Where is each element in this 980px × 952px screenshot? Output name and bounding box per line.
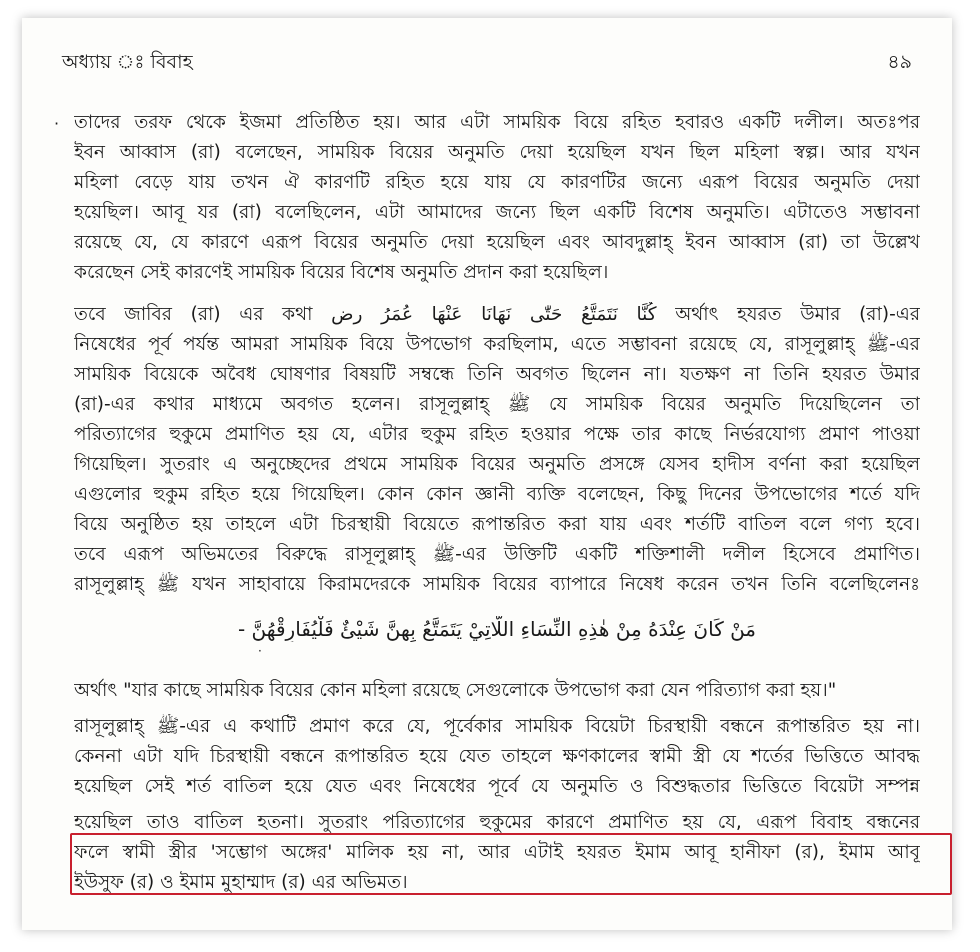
- page-number: ৪৯: [887, 51, 912, 73]
- text-line: অর্থাৎ "যার কাছে সাময়িক বিয়ের কোন মহিলা রয়েছে সেগুলোকে উপভোগ করা যেন পরিত্যাগ করা হয়।": [74, 680, 837, 701]
- text-line: হয়েছিল। আবূ যর (রা) বলেছিলেন, এটা আমাদের জন্যে ছিল একটি বিশেষ অনুমতি। এটাতেও সম্ভাবনা: [74, 202, 920, 223]
- text-line: পরিত্যাগের হুকুমে প্রমাণিত হয় যে, এটার হুকুম রহিত হওয়ার পক্ষে তার কাছে নির্ভরযোগ্য প্রমাণ পাওয়া: [74, 424, 920, 445]
- text-line: রাসূলুল্লাহ্ ﷺ-এর এ কথাটি প্রমাণ করে যে, পূর্বেকার সাময়িক বিয়েটা চিরস্থায়ী বন্ধনে রূপান্তরিত হয় না।: [74, 716, 920, 737]
- jabir-after: অর্থাৎ হযরত উমার (রা)-এর: [675, 304, 920, 325]
- text-line: করেছেন সেই কারণেই সাময়িক বিয়ের বিশেষ অনুমতি প্রদান করা হয়েছিল।: [74, 262, 609, 283]
- margin-mark: ·: [54, 114, 60, 133]
- chapter-title: অধ্যায় ঃ বিবাহ: [62, 51, 193, 73]
- text-line: বিয়ে অনুষ্ঠিত হয় তাহলে এটা চিরস্থায়ী বিয়েতে রূপান্তরিত করা যায় এবং শর্তটি বাতিল বলে গণ্য হবে।: [74, 514, 920, 535]
- text-line: ফলে স্বামী স্ত্রীর 'সম্ভোগ অঙ্গের' মালিক হয় না, আর এটাই হযরত ইমাম আবূ হানীফা (র), ইমাম আবূ: [74, 842, 920, 863]
- text-line: হয়েছিল তাও বাতিল হতনা। সুতরাং পরিত্যাগের হুকুমের কারণে প্রমাণিত হয় যে, এরূপ বিবাহ বন্ধনের: [74, 812, 920, 833]
- arabic-hadith-quote: مَنْ كَانَ عِنْدَهُ مِنْ هٰذِهِ النِّسَاءِ اللَّاتِيْ يَتَمَتَّعُ بِهِنَّ شَيْئٌ فَلْيُفَارِقْهُنَّ -: [237, 617, 757, 641]
- text-line: কেননা এটা যদি চিরস্থায়ী বন্ধনে রূপান্তরিত হয়ে যেত তাহলে ক্ষণকালের স্বামী স্ত্রী যে শর্তের ভিত্তিতে আবদ্ধ: [74, 746, 920, 767]
- text-line: (রা)-এর কথার মাধ্যমে অবগত হলেন। রাসূলুল্লাহ্ ﷺ যে সাময়িক বিয়ের অনুমতি দিয়েছিলেন তা: [74, 394, 920, 415]
- text-line: তাদের তরফ থেকে ইজমা প্রতিষ্ঠিত হয়। আর এটা সাময়িক বিয়ে রহিত হবারও একটি দলীল। অতঃপর: [74, 112, 920, 133]
- text-line: ইবন আব্বাস (রা) বলেছেন, সাময়িক বিয়ের অনুমতি দেয়া হয়েছিল যখন ছিল মহিলা স্বল্প। আর যখন: [74, 142, 920, 163]
- text-line: গিয়েছিল। সুতরাং এ অনুচ্ছেদের প্রথমে সাময়িক বিয়ের অনুমতি প্রসঙ্গে যেসব হাদীস বর্ণনা করা হয়েছিল: [74, 454, 920, 475]
- scanned-page: [22, 18, 952, 930]
- text-line: এগুলোর হুকুম রহিত হয়ে গিয়েছিল। কোন কোন জ্ঞানী ব্যক্তি বলেছেন, কিছু দিনের উপভোগের শর্তে যদি: [74, 484, 920, 505]
- text-line: তবে এরূপ অভিমতের বিরুদ্ধে রাসূলুল্লাহ্ ﷺ-এর উক্তিটি একটি শক্তিশালী দলীল হিসেবে প্রমাণিত।: [74, 544, 920, 565]
- text-line: নিষেধের পূর্ব পর্যন্ত আমরা সাময়িক বিয়ে উপভোগ করছিলাম, এতে সম্ভাবনা রয়েছে যে, রাসূলুল্লাহ্ ﷺ-এর: [74, 334, 920, 355]
- jabir-arabic-quote: كُنَّا نَتَمَتَّعُ حَتّٰى نَهَانَا عَنْهَا عُمَرُ رض: [331, 304, 657, 325]
- text-line: রয়েছে যে, যে কারণে এরূপ বিয়ের অনুমতি দেয়া হয়েছিল এবং আবদুল্লাহ্ ইবন আব্বাস (রা) তা উল্লেখ: [74, 232, 920, 253]
- page-header: [62, 48, 912, 78]
- text-line: রাসূলুল্লাহ্ ﷺ যখন সাহাবায়ে কিরামদেরকে সাময়িক বিয়ের ব্যাপারে নিষেধ করেন তখন তিনি বলেছিলেনঃ: [74, 574, 920, 595]
- text-line: ইউসুফ (র) ও ইমাম মুহাম্মাদ (র) এর অভিমত।: [74, 872, 408, 893]
- jabir-before: তবে জাবির (রা) এর কথা: [74, 304, 313, 325]
- text-line-with-arabic: [74, 302, 920, 328]
- text-line: মহিলা বেড়ে যায় তখন ঐ কারণটি রহিত হয়ে যায় যে কারণটির জন্যে এরূপ বিয়ের অনুমতি দেয়া: [74, 172, 920, 193]
- text-line: হয়েছিল সেই শর্ত বাতিল হয়ে যেত এবং নিষেধের পূর্বে যে অনুমতি ও বিশুদ্ধতার ভিত্তিতে বিয়েটা সম্পন্ন: [74, 776, 920, 797]
- speck: ·: [258, 644, 262, 658]
- text-line: সাময়িক বিয়েকে অবৈধ ঘোষণার বিষয়টি সম্বন্ধে তিনি অবগত ছিলেন না। যতক্ষণ না তিনি হযরত উমার: [74, 364, 920, 385]
